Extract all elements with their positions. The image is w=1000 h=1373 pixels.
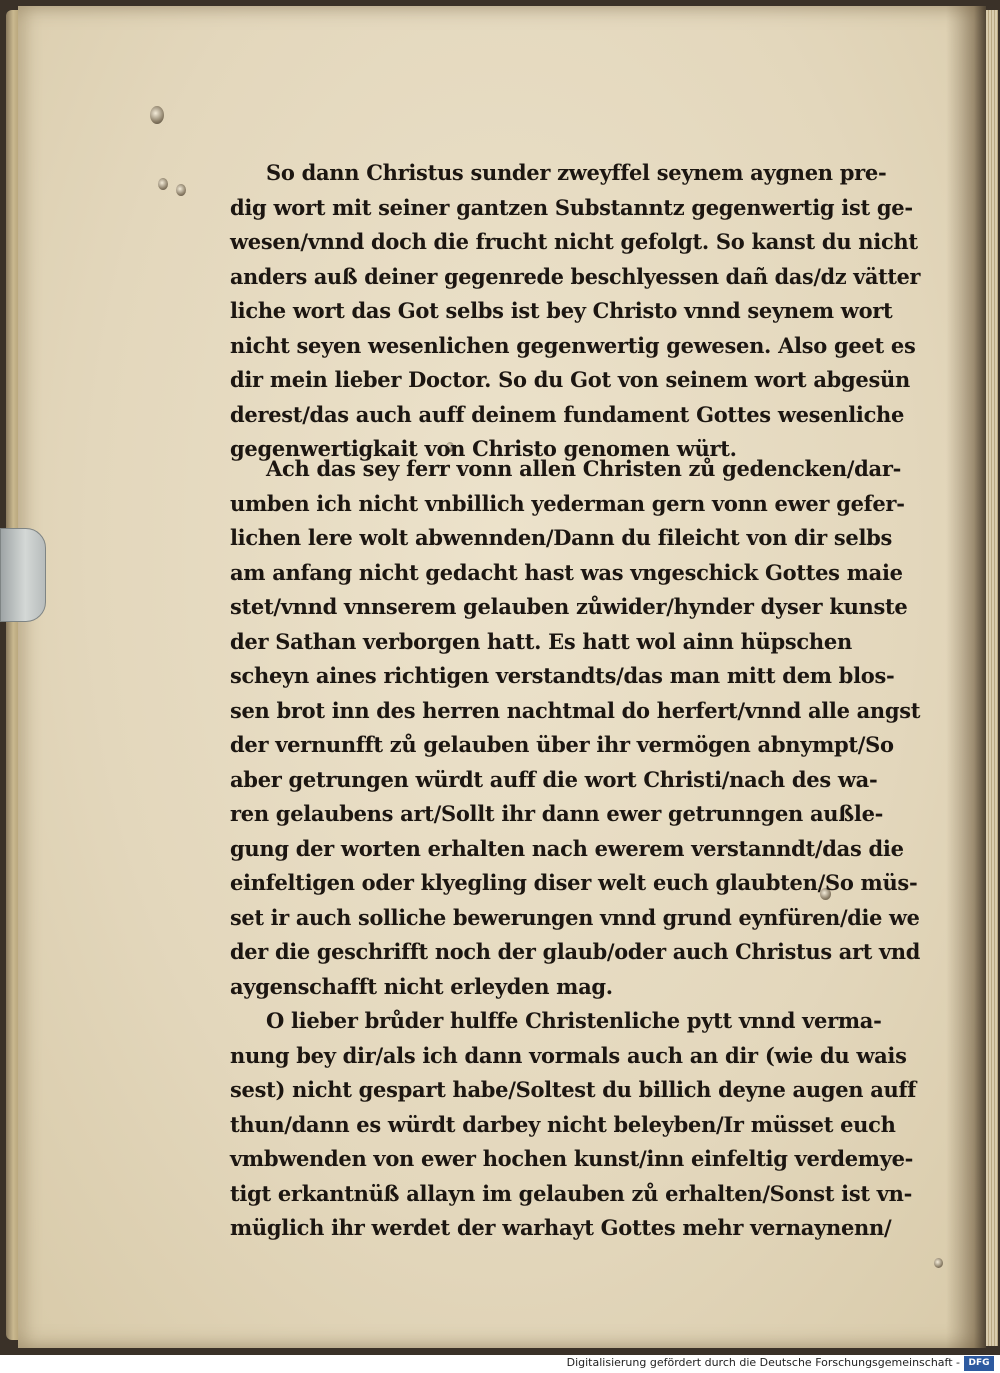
text-line: dig wort mit seiner gantzen Substanntz gegenwertig ist ge- bbox=[230, 194, 913, 220]
text-line: aygenschafft nicht erleyden mag. bbox=[230, 973, 613, 999]
page-clip-tab bbox=[0, 528, 46, 622]
text-line: umben ich nicht vnbillich yederman gern vonn ewer gefer- bbox=[230, 490, 905, 516]
text-line: vmbwenden von ewer hochen kunst/inn einfeltig verdemye- bbox=[230, 1146, 914, 1171]
text-line: liche wort das Got selbs ist bey Christo vnnd seynem wort bbox=[230, 298, 893, 323]
text-line: aber getrungen würdt auff die wort Christi/nach des wa- bbox=[230, 766, 878, 792]
text-line: Ach das sey ferr vonn allen Christen zů gedencken/dar- bbox=[266, 456, 902, 481]
footer-bar bbox=[0, 1355, 1000, 1373]
text-line: der die geschrifft noch der glaub/oder auch Christus art vnd bbox=[230, 939, 921, 964]
text-line: So dann Christus sunder zweyffel seynem aygnen pre- bbox=[266, 160, 887, 185]
text-line: thun/dann es würdt darbey nicht beleyben/Ir müsset euch bbox=[230, 1111, 896, 1137]
book-page bbox=[18, 6, 986, 1348]
text-line: der vernunfft zů gelauben über ihr vermögen abnympt/So bbox=[230, 732, 894, 757]
text-line: einfeltigen oder klyegling diser welt euch glaubten/So müs- bbox=[230, 870, 918, 895]
page-edges bbox=[986, 10, 998, 1346]
text-line: ren gelaubens art/Sollt ihr dann ewer getrunngen außle- bbox=[230, 801, 884, 826]
text-line: der Sathan verborgen hatt. Es hatt wol ainn hüpschen bbox=[230, 628, 852, 654]
page-gutter-shadow bbox=[946, 6, 986, 1348]
text-line: am anfang nicht gedacht hast was vngeschick Gottes maie bbox=[230, 559, 903, 585]
text-line: müglich ihr werdet der warhayt Gottes mehr vernaynenn/ bbox=[230, 1215, 892, 1240]
paragraph-2 bbox=[230, 452, 926, 1246]
text-line: anders auß deiner gegenrede beschlyessen dañ das/dz vätter bbox=[230, 263, 921, 289]
text-line: lichen lere wolt abwennden/Dann du fileicht von dir selbs bbox=[230, 525, 893, 550]
text-line: set ir auch solliche bewerungen vnnd grund eynfüren/die we bbox=[230, 904, 920, 930]
text-line: wesen/vnnd doch die frucht nicht gefolgt. So kanst du nicht bbox=[230, 229, 918, 254]
text-line: O lieber brůder hulffe Christenliche pytt vnnd verma- bbox=[266, 1008, 882, 1033]
dfg-logo: DFG bbox=[964, 1356, 994, 1371]
footer-credit-text: Digitalisierung gefördert durch die Deutsche Forschungsgemeinschaft - bbox=[566, 1356, 960, 1369]
paragraph-1 bbox=[230, 156, 929, 467]
text-line: derest/das auch auff deinem fundament Gottes wesenliche bbox=[230, 401, 905, 427]
text-line: gung der worten erhalten nach ewerem verstanndt/das die bbox=[230, 835, 904, 861]
paper-hole bbox=[150, 106, 164, 124]
text-line: scheyn aines richtigen verstandts/das man mitt dem blos- bbox=[230, 663, 895, 688]
paper-hole bbox=[158, 178, 168, 190]
text-line: nicht seyen wesenlichen gegenwertig gewesen. Also geet es bbox=[230, 332, 916, 358]
text-line: gegenwertigkait von Christo genomen würt. bbox=[230, 436, 737, 461]
paper-hole bbox=[176, 184, 186, 196]
text-line: tigt erkantnüß allayn im gelauben zů erhalten/Sonst ist vn- bbox=[230, 1180, 913, 1206]
text-line: nung bey dir/als ich dann vormals auch an dir (wie du wais bbox=[230, 1042, 907, 1068]
paper-hole bbox=[934, 1258, 943, 1268]
text-line: dir mein lieber Doctor. So du Got von seinem wort abgesün bbox=[230, 367, 910, 392]
text-line: sest) nicht gespart habe/Soltest du billich deyne augen auff bbox=[230, 1077, 916, 1102]
text-line: sen brot inn des herren nachtmal do herfert/vnnd alle angst bbox=[230, 697, 921, 723]
text-line: stet/vnnd vnnserem gelauben zůwider/hynder dyser kunste bbox=[230, 594, 908, 619]
